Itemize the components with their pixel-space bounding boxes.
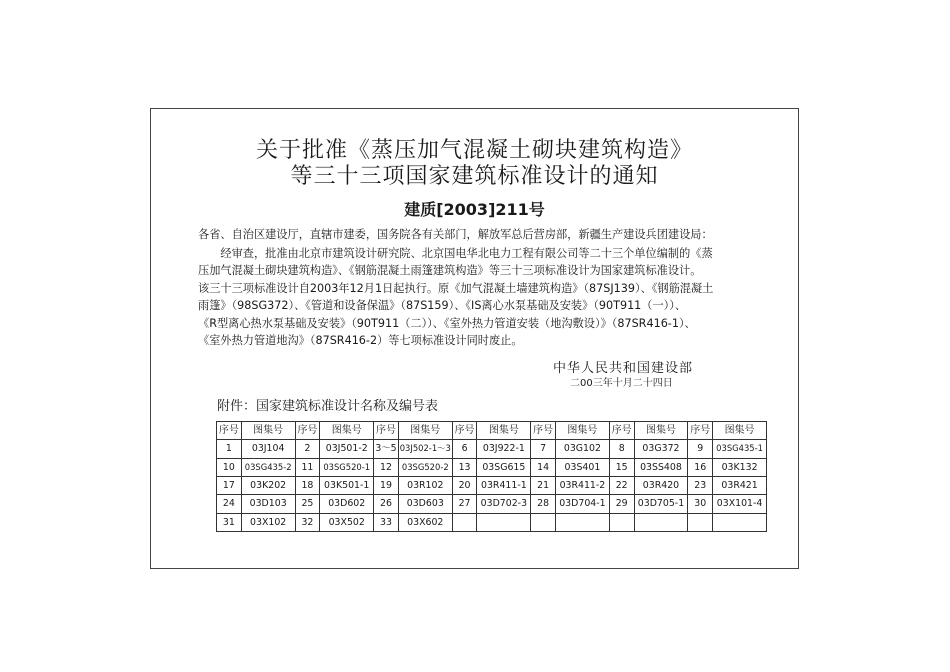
- cell-code: 03SG520-2: [398, 458, 452, 476]
- cell-code: 03X102: [241, 513, 295, 531]
- cell-code: 03J502-1～3: [398, 440, 452, 458]
- table-row: [217, 495, 767, 513]
- header-seq: 序号: [374, 422, 399, 440]
- cell-code: 03G102: [556, 440, 610, 458]
- cell-code: [713, 513, 767, 531]
- cell-code: 03D103: [241, 495, 295, 513]
- cell-seq: [531, 513, 556, 531]
- cell-code: 03J922-1: [477, 440, 531, 458]
- body-line-5: 雨篷》（98SG372）、《管道和设备保温》（87S159）、《IS离心水泵基础及安装》（90T911（一））、: [198, 299, 687, 312]
- cell-seq: 2: [295, 440, 320, 458]
- cell-seq: 16: [688, 458, 713, 476]
- signer: 中华人民共和国建设部: [553, 361, 694, 376]
- cell-seq: 22: [609, 476, 634, 494]
- cell-code: 03R102: [398, 476, 452, 494]
- cell-code: 03SS408: [634, 458, 688, 476]
- cell-code: [477, 513, 531, 531]
- cell-code: 03D602: [320, 495, 374, 513]
- header-code: 图集号: [556, 422, 610, 440]
- cell-seq: [452, 513, 477, 531]
- cell-seq: 30: [688, 495, 713, 513]
- header-seq: 序号: [452, 422, 477, 440]
- body-line-6: 《R型离心热水泵基础及安装》（90T911（二））、《室外热力管道安装（地沟敷设）》（87SR416-1）、: [198, 317, 696, 330]
- header-code: 图集号: [241, 422, 295, 440]
- cell-seq: 6: [452, 440, 477, 458]
- cell-code: 03X101-4: [713, 495, 767, 513]
- header-code: 图集号: [477, 422, 531, 440]
- cell-code: 03SG435-2: [241, 458, 295, 476]
- cell-seq: 19: [374, 476, 399, 494]
- cell-seq: 7: [531, 440, 556, 458]
- body-line-2: 经审查，批准由北京市建筑设计研究院、北京国电华北电力工程有限公司等二十三个单位编制的《蒸: [198, 247, 713, 260]
- cell-seq: 12: [374, 458, 399, 476]
- table-row: [217, 458, 767, 476]
- cell-seq: 8: [609, 440, 634, 458]
- header-seq: 序号: [217, 422, 242, 440]
- header-code: 图集号: [320, 422, 374, 440]
- table-row: [217, 440, 767, 458]
- cell-seq: 3～5: [374, 440, 399, 458]
- table-row: [217, 513, 767, 531]
- document-number: 建质[2003]211号: [404, 200, 545, 219]
- table-header-row: [217, 422, 767, 440]
- body-line-1: 各省、自治区建设厅，直辖市建委，国务院各有关部门，解放军总后营房部，新疆生产建设兵团建设局：: [198, 228, 713, 241]
- cell-seq: 18: [295, 476, 320, 494]
- cell-seq: 33: [374, 513, 399, 531]
- cell-code: [556, 513, 610, 531]
- cell-seq: 23: [688, 476, 713, 494]
- cell-code: 03J104: [241, 440, 295, 458]
- header-code: 图集号: [634, 422, 688, 440]
- cell-seq: 21: [531, 476, 556, 494]
- cell-code: 03D705-1: [634, 495, 688, 513]
- header-seq: 序号: [609, 422, 634, 440]
- header-seq: 序号: [688, 422, 713, 440]
- cell-code: 03R421: [713, 476, 767, 494]
- cell-seq: 28: [531, 495, 556, 513]
- cell-code: 03D704-1: [556, 495, 610, 513]
- cell-code: 03X502: [320, 513, 374, 531]
- cell-seq: 29: [609, 495, 634, 513]
- cell-seq: 1: [217, 440, 242, 458]
- cell-code: 03SG520-1: [320, 458, 374, 476]
- cell-seq: 15: [609, 458, 634, 476]
- cell-code: 03J501-2: [320, 440, 374, 458]
- notice-title-line2: 等三十三项国家建筑标准设计的通知: [290, 164, 659, 189]
- cell-seq: 20: [452, 476, 477, 494]
- cell-seq: 27: [452, 495, 477, 513]
- cell-code: 03S401: [556, 458, 610, 476]
- cell-code: 03R411-2: [556, 476, 610, 494]
- header-seq: 序号: [531, 422, 556, 440]
- cell-code: 03X602: [398, 513, 452, 531]
- cell-seq: [688, 513, 713, 531]
- cell-code: 03SG435-1: [713, 440, 767, 458]
- cell-seq: 17: [217, 476, 242, 494]
- cell-code: 03G372: [634, 440, 688, 458]
- cell-seq: 10: [217, 458, 242, 476]
- cell-seq: [609, 513, 634, 531]
- cell-seq: 26: [374, 495, 399, 513]
- cell-code: 03R420: [634, 476, 688, 494]
- issue-date: 二00三年十月二十四日: [570, 378, 673, 389]
- body-line-7: 《室外热力管道地沟》（87SR416-2）等七项标准设计同时废止。: [198, 334, 523, 347]
- body-line-3: 压加气混凝土砌块建筑构造》、《钢筋混凝土雨篷建筑构造》等三十三项标准设计为国家建筑标准设计。: [198, 264, 702, 277]
- header-code: 图集号: [398, 422, 452, 440]
- cell-code: [634, 513, 688, 531]
- cell-code: 03K501-1: [320, 476, 374, 494]
- cell-code: 03D603: [398, 495, 452, 513]
- notice-title-line1: 关于批准《蒸压加气混凝土砌块建筑构造》: [255, 138, 693, 163]
- table-row: [217, 476, 767, 494]
- cell-seq: 31: [217, 513, 242, 531]
- cell-code: 03D702-3: [477, 495, 531, 513]
- header-code: 图集号: [713, 422, 767, 440]
- attachment-label: 附件：国家建筑标准设计名称及编号表: [217, 399, 439, 414]
- cell-code: 03K202: [241, 476, 295, 494]
- cell-seq: 13: [452, 458, 477, 476]
- cell-seq: 11: [295, 458, 320, 476]
- cell-seq: 9: [688, 440, 713, 458]
- standards-table: [216, 421, 767, 532]
- cell-seq: 25: [295, 495, 320, 513]
- cell-seq: 24: [217, 495, 242, 513]
- cell-code: 03K132: [713, 458, 767, 476]
- header-seq: 序号: [295, 422, 320, 440]
- body-line-4: 该三十三项标准设计自2003年12月1日起执行。原《加气混凝土墙建筑构造》（87SJ139）、《钢筋混凝土: [198, 282, 714, 295]
- cell-code: 03R411-1: [477, 476, 531, 494]
- cell-code: 03SG615: [477, 458, 531, 476]
- cell-seq: 14: [531, 458, 556, 476]
- cell-seq: 32: [295, 513, 320, 531]
